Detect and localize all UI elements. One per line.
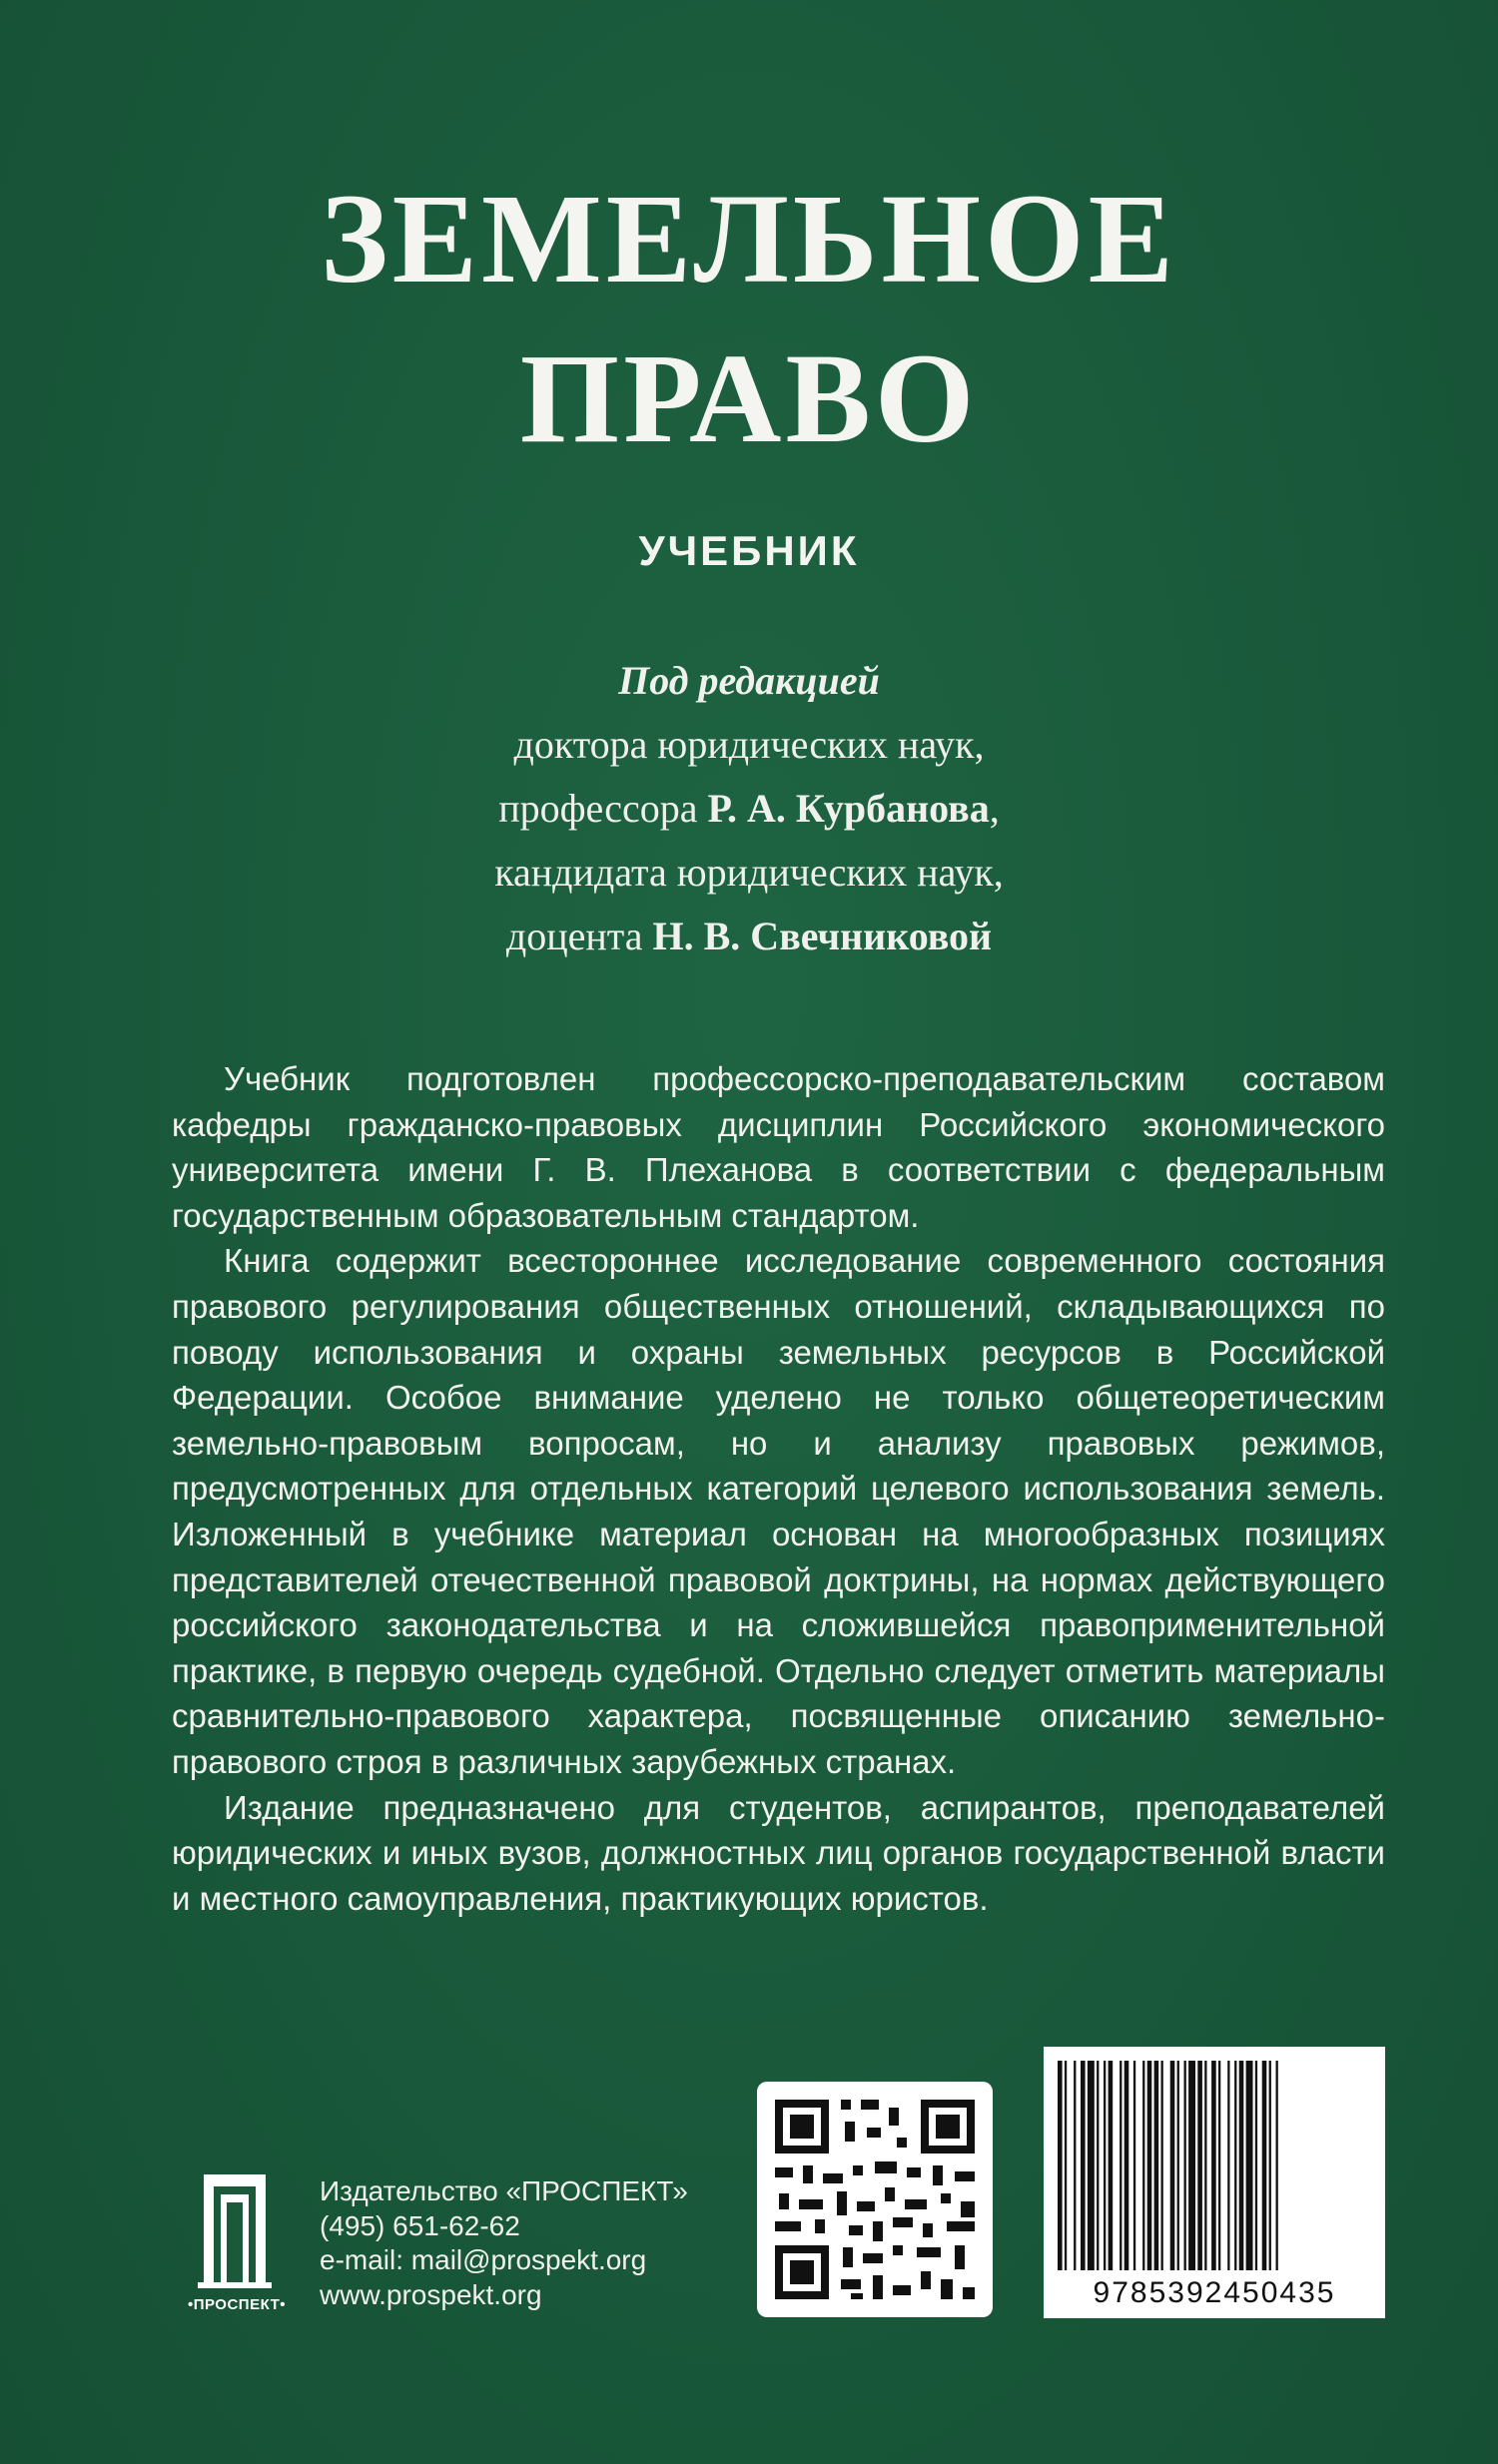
editor1-degree: доктора юридических наук, [513, 722, 985, 767]
publisher-logo [178, 2174, 296, 2324]
publisher-email: e-mail: mail@prospekt.org [320, 2244, 647, 2275]
publisher-contacts [320, 2174, 688, 2312]
book-subtitle: УЧЕБНИК [638, 527, 860, 574]
editor1-name: Р. А. Курбанова [707, 786, 990, 831]
publisher-block [178, 2174, 717, 2324]
editors-lead: Под редакцией [618, 658, 880, 703]
publisher-name: Издательство «ПРОСПЕКТ» [320, 2175, 688, 2206]
barcode-icon [1044, 2047, 1385, 2276]
editor1-line: профессора Р. А. Курбанова, [498, 786, 1000, 831]
editor2-degree: кандидата юридических наук, [494, 850, 1004, 895]
qr-code [757, 2082, 993, 2317]
book-abstract [172, 1056, 1385, 1921]
abstract-paragraph: Издание предназначено для студентов, аспирантов, преподавателей юридических и иных вузов, должностных лиц органов государственной власти и местного самоуправления, практикующих юристов. [172, 1788, 1385, 1917]
abstract-paragraph: Учебник подготовлен профессорско-преподавательским составом кафедры гражданско-правовых дисциплин Российского экономического университета имени Г. В. Плеханова в соответствии с федеральным государственным образовательным стандартом. [172, 1060, 1385, 1234]
qr-code-icon [757, 2082, 993, 2317]
editor1-rank: профессора [498, 786, 698, 831]
isbn-number: 9785392450435 [1093, 2276, 1336, 2309]
publisher-logo-text: •ПРОСПЕКТ• [187, 2296, 287, 2313]
isbn-barcode [1044, 2047, 1385, 2318]
publisher-phone: (495) 651-62-62 [320, 2209, 520, 2241]
editor2-rank: доцента [505, 914, 643, 958]
editor2-line [0, 905, 1498, 968]
editors-block [0, 649, 1498, 968]
abstract-paragraph: Книга содержит всестороннее исследование современного состояния правового регулирования общественных отношений, складывающихся по поводу использования и охраны земельных ресурсов в Российской Федерации. Особое внимание уделено не только общетеоретическим земельно-правовым вопросам, но и анализу правовых режимов, предусмотренных для отдельных категорий целевого использования земель. Изложенный в учебнике материал основан на многообразных позициях представителей отечественной правовой доктрины, на нормах действующего российского законодательства и на сложившейся правоприменительной практике, в первую очередь судебной. Отдельно следует отметить материалы сравнительно-правового характера, посвященные описанию земельно-правового строя в различных зарубежных странах. [172, 1242, 1385, 1780]
editor2-name: Н. В. Свечниковой [652, 914, 993, 958]
book-title-line-1: ЗЕМЕЛЬНОЕ [321, 168, 1177, 309]
publisher-website: www.prospekt.org [320, 2278, 542, 2310]
book-title-line-2: ПРАВО [519, 327, 979, 469]
